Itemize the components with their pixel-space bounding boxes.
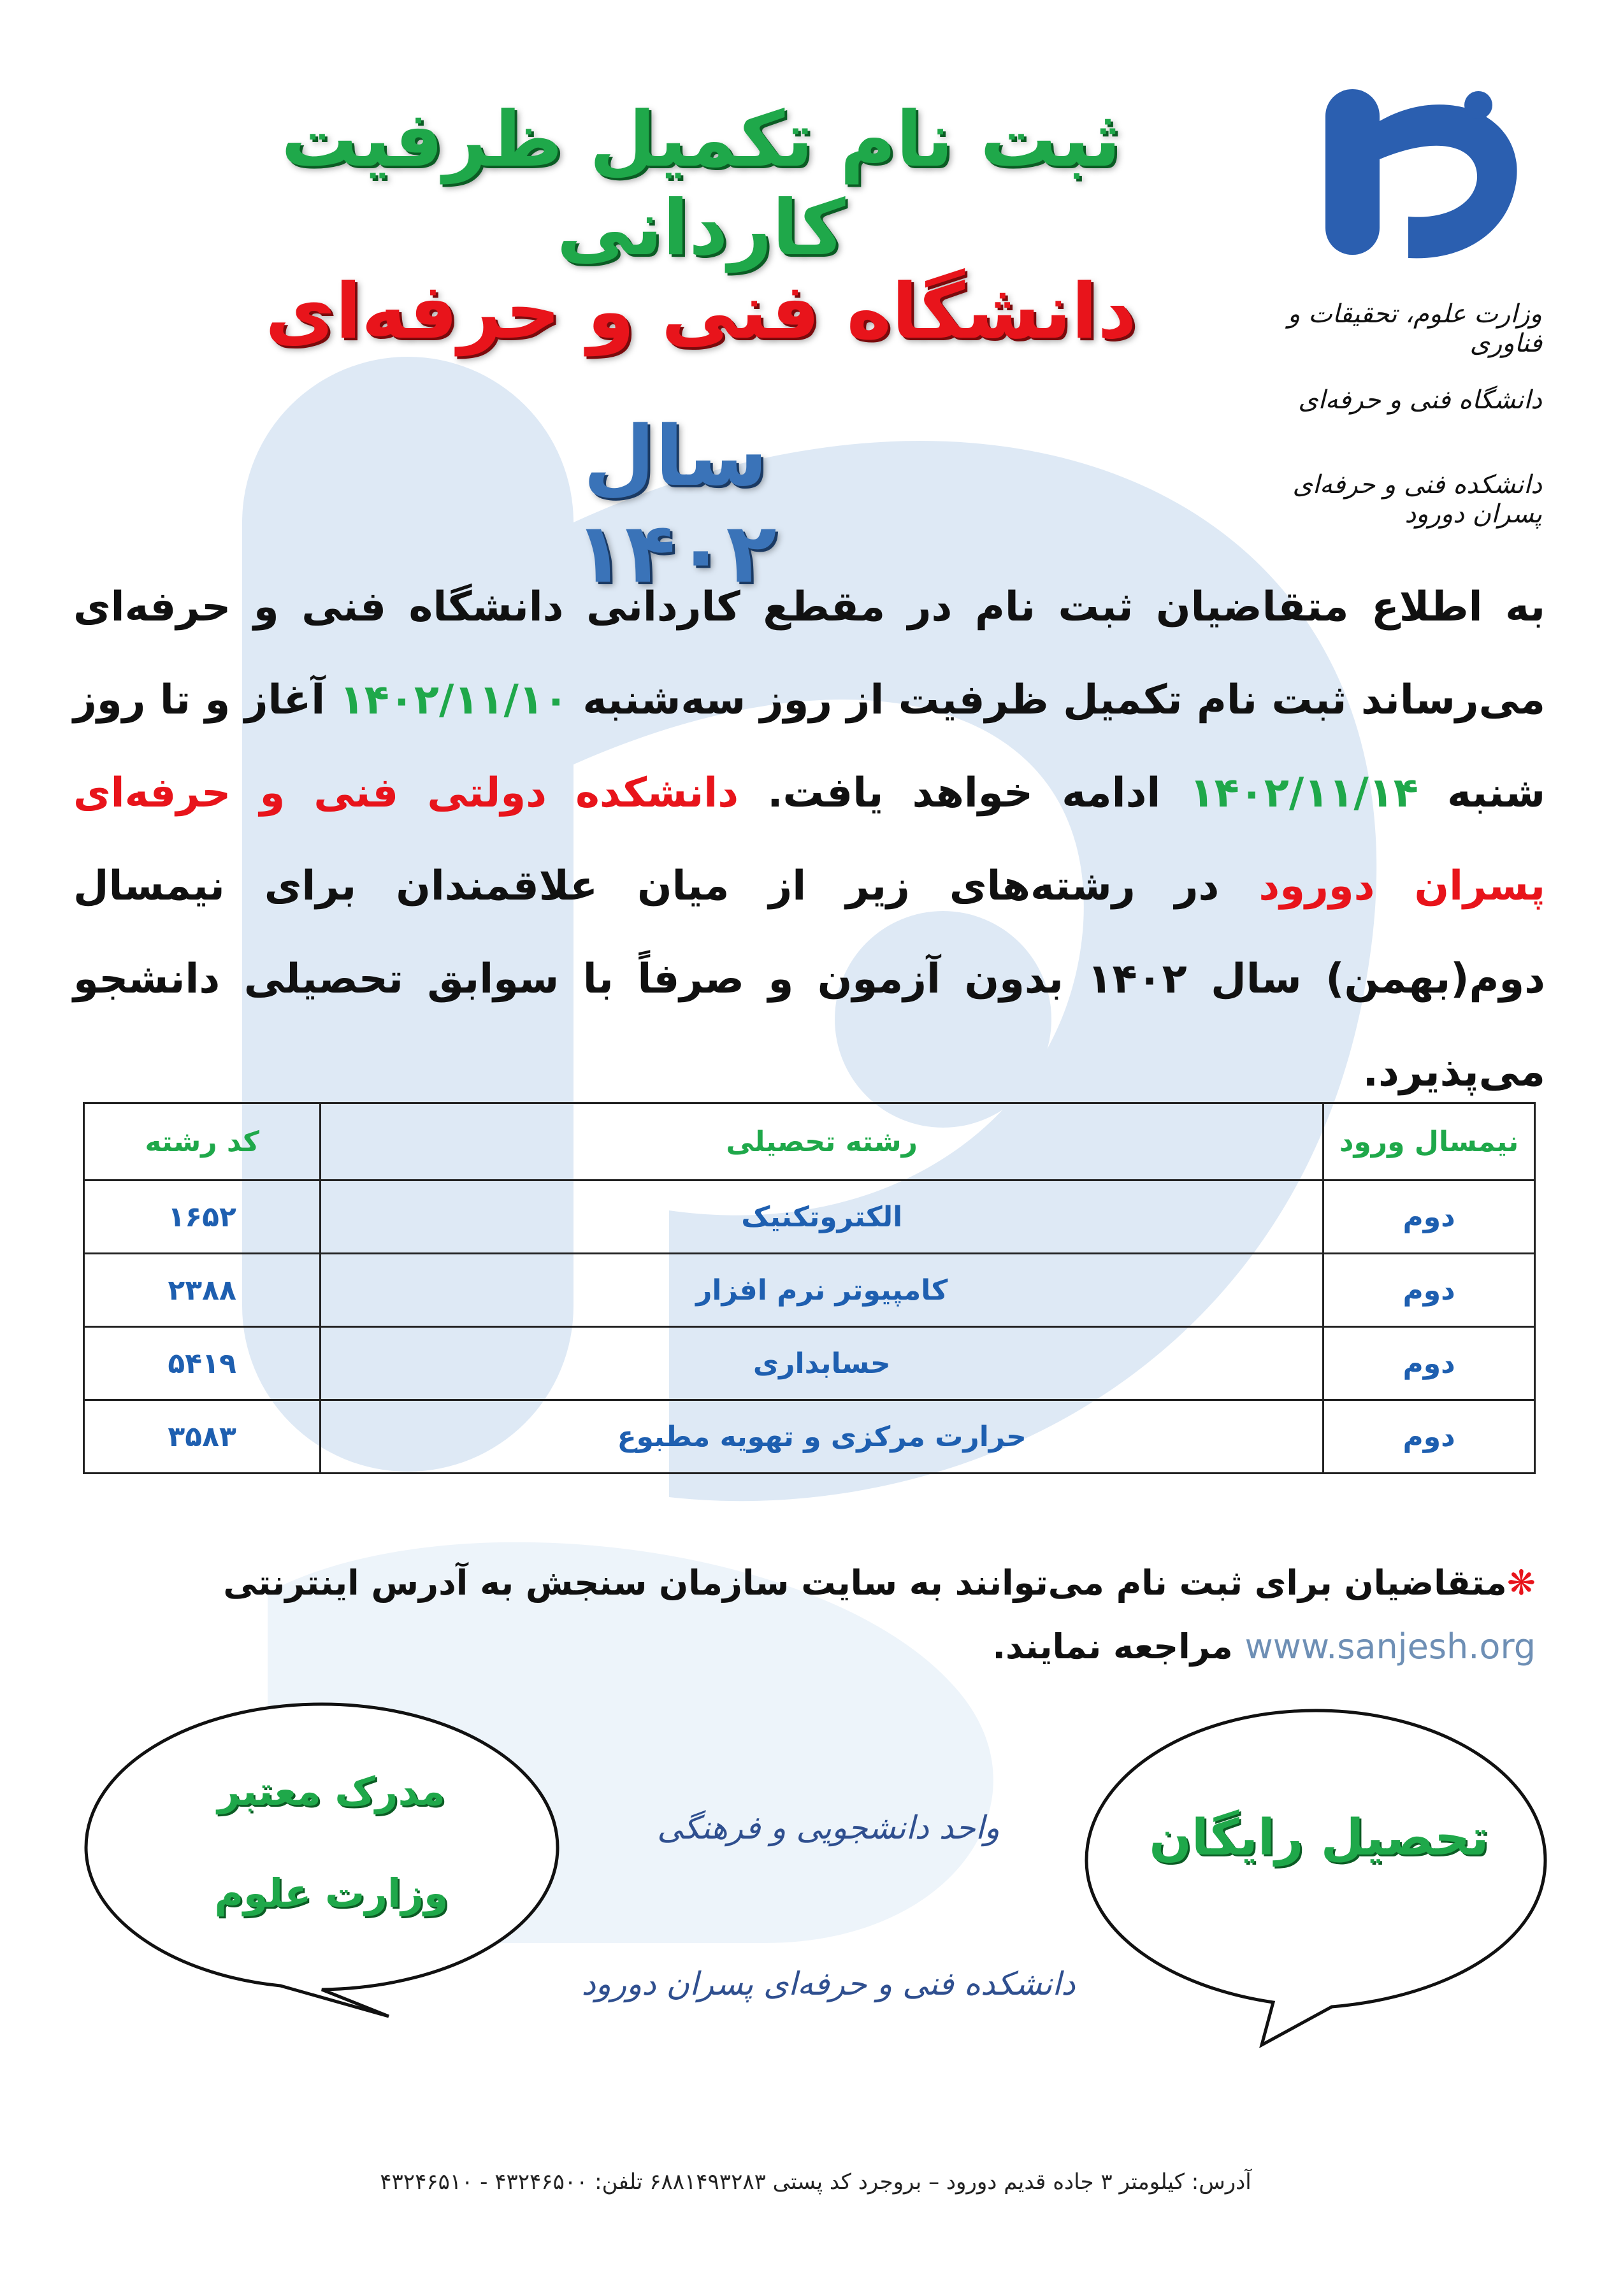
cell-field: الکتروتکنیک <box>321 1180 1324 1254</box>
note-text-1: متقاضیان برای ثبت نام می‌توانند به سایت سازمان سنجش به آدرس اینترنتی <box>223 1563 1507 1603</box>
university-logo-icon <box>1306 70 1536 280</box>
intro-text-4: در رشته‌های زیر از میان علاقمندان برای نیمسال دوم(بهمن) سال ۱۴۰۲ بدون آزمون و صرفاً با سوابق تحصیلی دانشجو می‌پذیرد. <box>73 863 1545 1096</box>
intro-paragraph <box>73 561 1545 1119</box>
website-link[interactable]: www.sanjesh.org <box>1244 1626 1536 1667</box>
cell-code: ۲۳۸۸ <box>84 1254 321 1327</box>
start-date: ۱۴۰۲/۱۱/۱۰ <box>339 677 568 724</box>
cell-code: ۵۴۱۹ <box>84 1327 321 1400</box>
table-row <box>84 1254 1535 1327</box>
school-name: دانشکده دولتی فنی و حرفه‌ای پسران دورود <box>73 770 1546 910</box>
signature-school: دانشکده فنی و حرفه‌ای پسران دورود <box>581 1965 1076 2002</box>
end-date: ۱۴۰۲/۱۱/۱۴ <box>1189 770 1418 817</box>
star-bullet-icon: ❋ <box>1506 1563 1536 1603</box>
cell-code: ۳۵۸۳ <box>84 1400 321 1474</box>
speech-bubble-left <box>70 1691 573 2023</box>
title-line-1: ثبت نام تکمیل ظرفیت کاردانی <box>280 96 1122 273</box>
cell-semester: دوم <box>1324 1254 1535 1327</box>
table-row <box>84 1400 1535 1474</box>
org-school: دانشکده فنی و حرفه‌ای پسران دورود <box>1292 470 1542 529</box>
org-university: دانشگاه فنی و حرفه‌ای <box>1298 385 1542 415</box>
footer-address: آدرس: کیلومتر ۳ جاده قدیم دورود – بروجرد کد پستی ۶۸۸۱۴۹۳۲۸۳ تلفن: ۴۳۲۴۶۵۰۰ - ۴۳۲۴۶۵۱۰ <box>380 2169 1252 2195</box>
note-text-2: مراجعه نمایند. <box>992 1626 1245 1667</box>
cell-code: ۱۶۵۲ <box>84 1180 321 1254</box>
intro-text-2: آغاز و تا روز شنبه <box>73 677 1546 817</box>
title-line-3-year: سال ۱۴۰۲ <box>574 408 777 601</box>
speech-bubble-right <box>1071 1698 1561 2055</box>
intro-text-3: ادامه خواهد یافت. <box>739 770 1190 817</box>
header-semester: نیمسال ورود <box>1324 1103 1535 1180</box>
cell-field: کامپیوتر نرم افزار <box>321 1254 1324 1327</box>
header-field: رشته تحصیلی <box>321 1103 1324 1180</box>
table-row <box>84 1327 1535 1400</box>
intro-text-1: به اطلاع متقاضیان ثبت نام در مقطع کاردانی دانشگاه فنی و حرفه‌ای می‌رساند ثبت نام تکمیل ظرفیت از روز سه‌شنبه <box>73 584 1546 724</box>
header-code: کد رشته <box>84 1103 321 1180</box>
cell-field: حسابداری <box>321 1327 1324 1400</box>
cell-semester: دوم <box>1324 1180 1535 1254</box>
cell-field: حرارت مرکزی و تهویه مطبوع <box>321 1400 1324 1474</box>
title-line-2: دانشگاه فنی و حرفه‌ای <box>264 268 1137 356</box>
fields-table <box>83 1102 1536 1474</box>
org-ministry: وزارت علوم، تحقیقات و فناوری <box>1288 299 1542 358</box>
table-row <box>84 1180 1535 1254</box>
free-education-label: تحصیل رایگان <box>1149 1809 1489 1867</box>
cell-semester: دوم <box>1324 1327 1535 1400</box>
signature-unit: واحد دانشجویی و فرهنگی <box>657 1809 1000 1846</box>
table-header-row <box>84 1103 1535 1180</box>
valid-degree-label: مدرک معتبر <box>217 1768 445 1814</box>
cell-semester: دوم <box>1324 1400 1535 1474</box>
ministry-label: وزارت علوم <box>214 1870 449 1916</box>
registration-note <box>96 1551 1536 1679</box>
